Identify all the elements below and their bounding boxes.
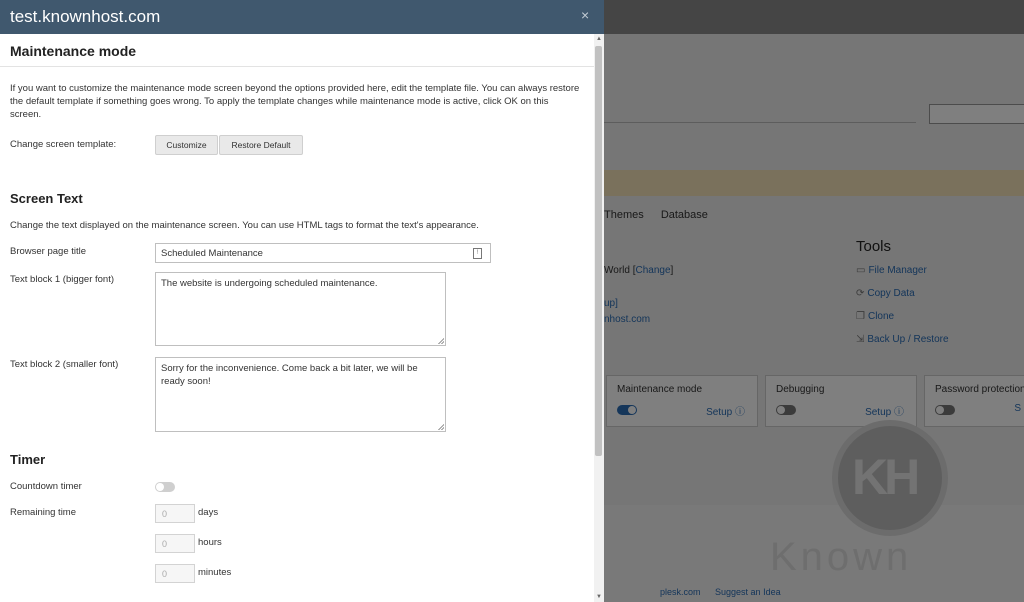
text-block-2-textarea[interactable] [155, 357, 446, 432]
countdown-label: Countdown timer [10, 481, 82, 492]
dialog-header [0, 0, 604, 34]
restore-default-button[interactable]: Restore Default [219, 135, 303, 155]
dialog-title: test.knownhost.com [10, 7, 161, 26]
template-label: Change screen template: [10, 139, 117, 150]
text-block-2-label: Text block 2 (smaller font) [10, 359, 119, 370]
text-block-2-value: Sorry for the inconvenience. Come back a bit later, we will be ready soon! [161, 363, 418, 387]
close-icon[interactable]: × [581, 7, 590, 23]
browser-title-input[interactable] [155, 243, 491, 263]
hours-unit: hours [198, 537, 222, 548]
resize-handle-icon[interactable] [438, 338, 444, 344]
field-info-icon: ! [473, 248, 482, 259]
customize-button[interactable]: Customize [155, 135, 218, 155]
timer-heading: Timer [10, 452, 46, 467]
text-block-1-value: The website is undergoing scheduled maintenance. [161, 278, 378, 289]
resize-handle-icon[interactable] [438, 424, 444, 430]
screen-text-heading: Screen Text [10, 191, 83, 206]
browser-title-value: Scheduled Maintenance [161, 248, 263, 259]
days-input[interactable]: 0 [155, 504, 195, 523]
dialog-scrollbar[interactable] [594, 34, 604, 602]
screen-text-description: Change the text displayed on the maintenance screen. You can use HTML tags to format the text's appearance. [10, 220, 479, 231]
title-divider [0, 66, 594, 67]
days-unit: days [198, 507, 219, 518]
intro-text: If you want to customize the maintenance mode screen beyond the options provided here, edit the template file. You can always restore the default template if something goes wrong. To apply the template changes while maintenance mode is active, click OK on this screen. [10, 83, 580, 120]
dialog-body [0, 34, 594, 602]
browser-title-label: Browser page title [10, 246, 87, 257]
text-block-1-textarea[interactable] [155, 272, 446, 346]
minutes-unit: minutes [198, 567, 232, 578]
hours-input[interactable]: 0 [155, 534, 195, 553]
minutes-input[interactable]: 0 [155, 564, 195, 583]
scroll-thumb[interactable] [595, 46, 602, 456]
page-title: Maintenance mode [10, 43, 137, 59]
scroll-down-icon[interactable]: ▼ [596, 594, 602, 600]
scroll-up-icon[interactable]: ▲ [596, 36, 602, 42]
countdown-toggle[interactable] [155, 482, 175, 492]
text-block-1-label: Text block 1 (bigger font) [10, 274, 115, 285]
remaining-time-label: Remaining time [10, 507, 76, 518]
